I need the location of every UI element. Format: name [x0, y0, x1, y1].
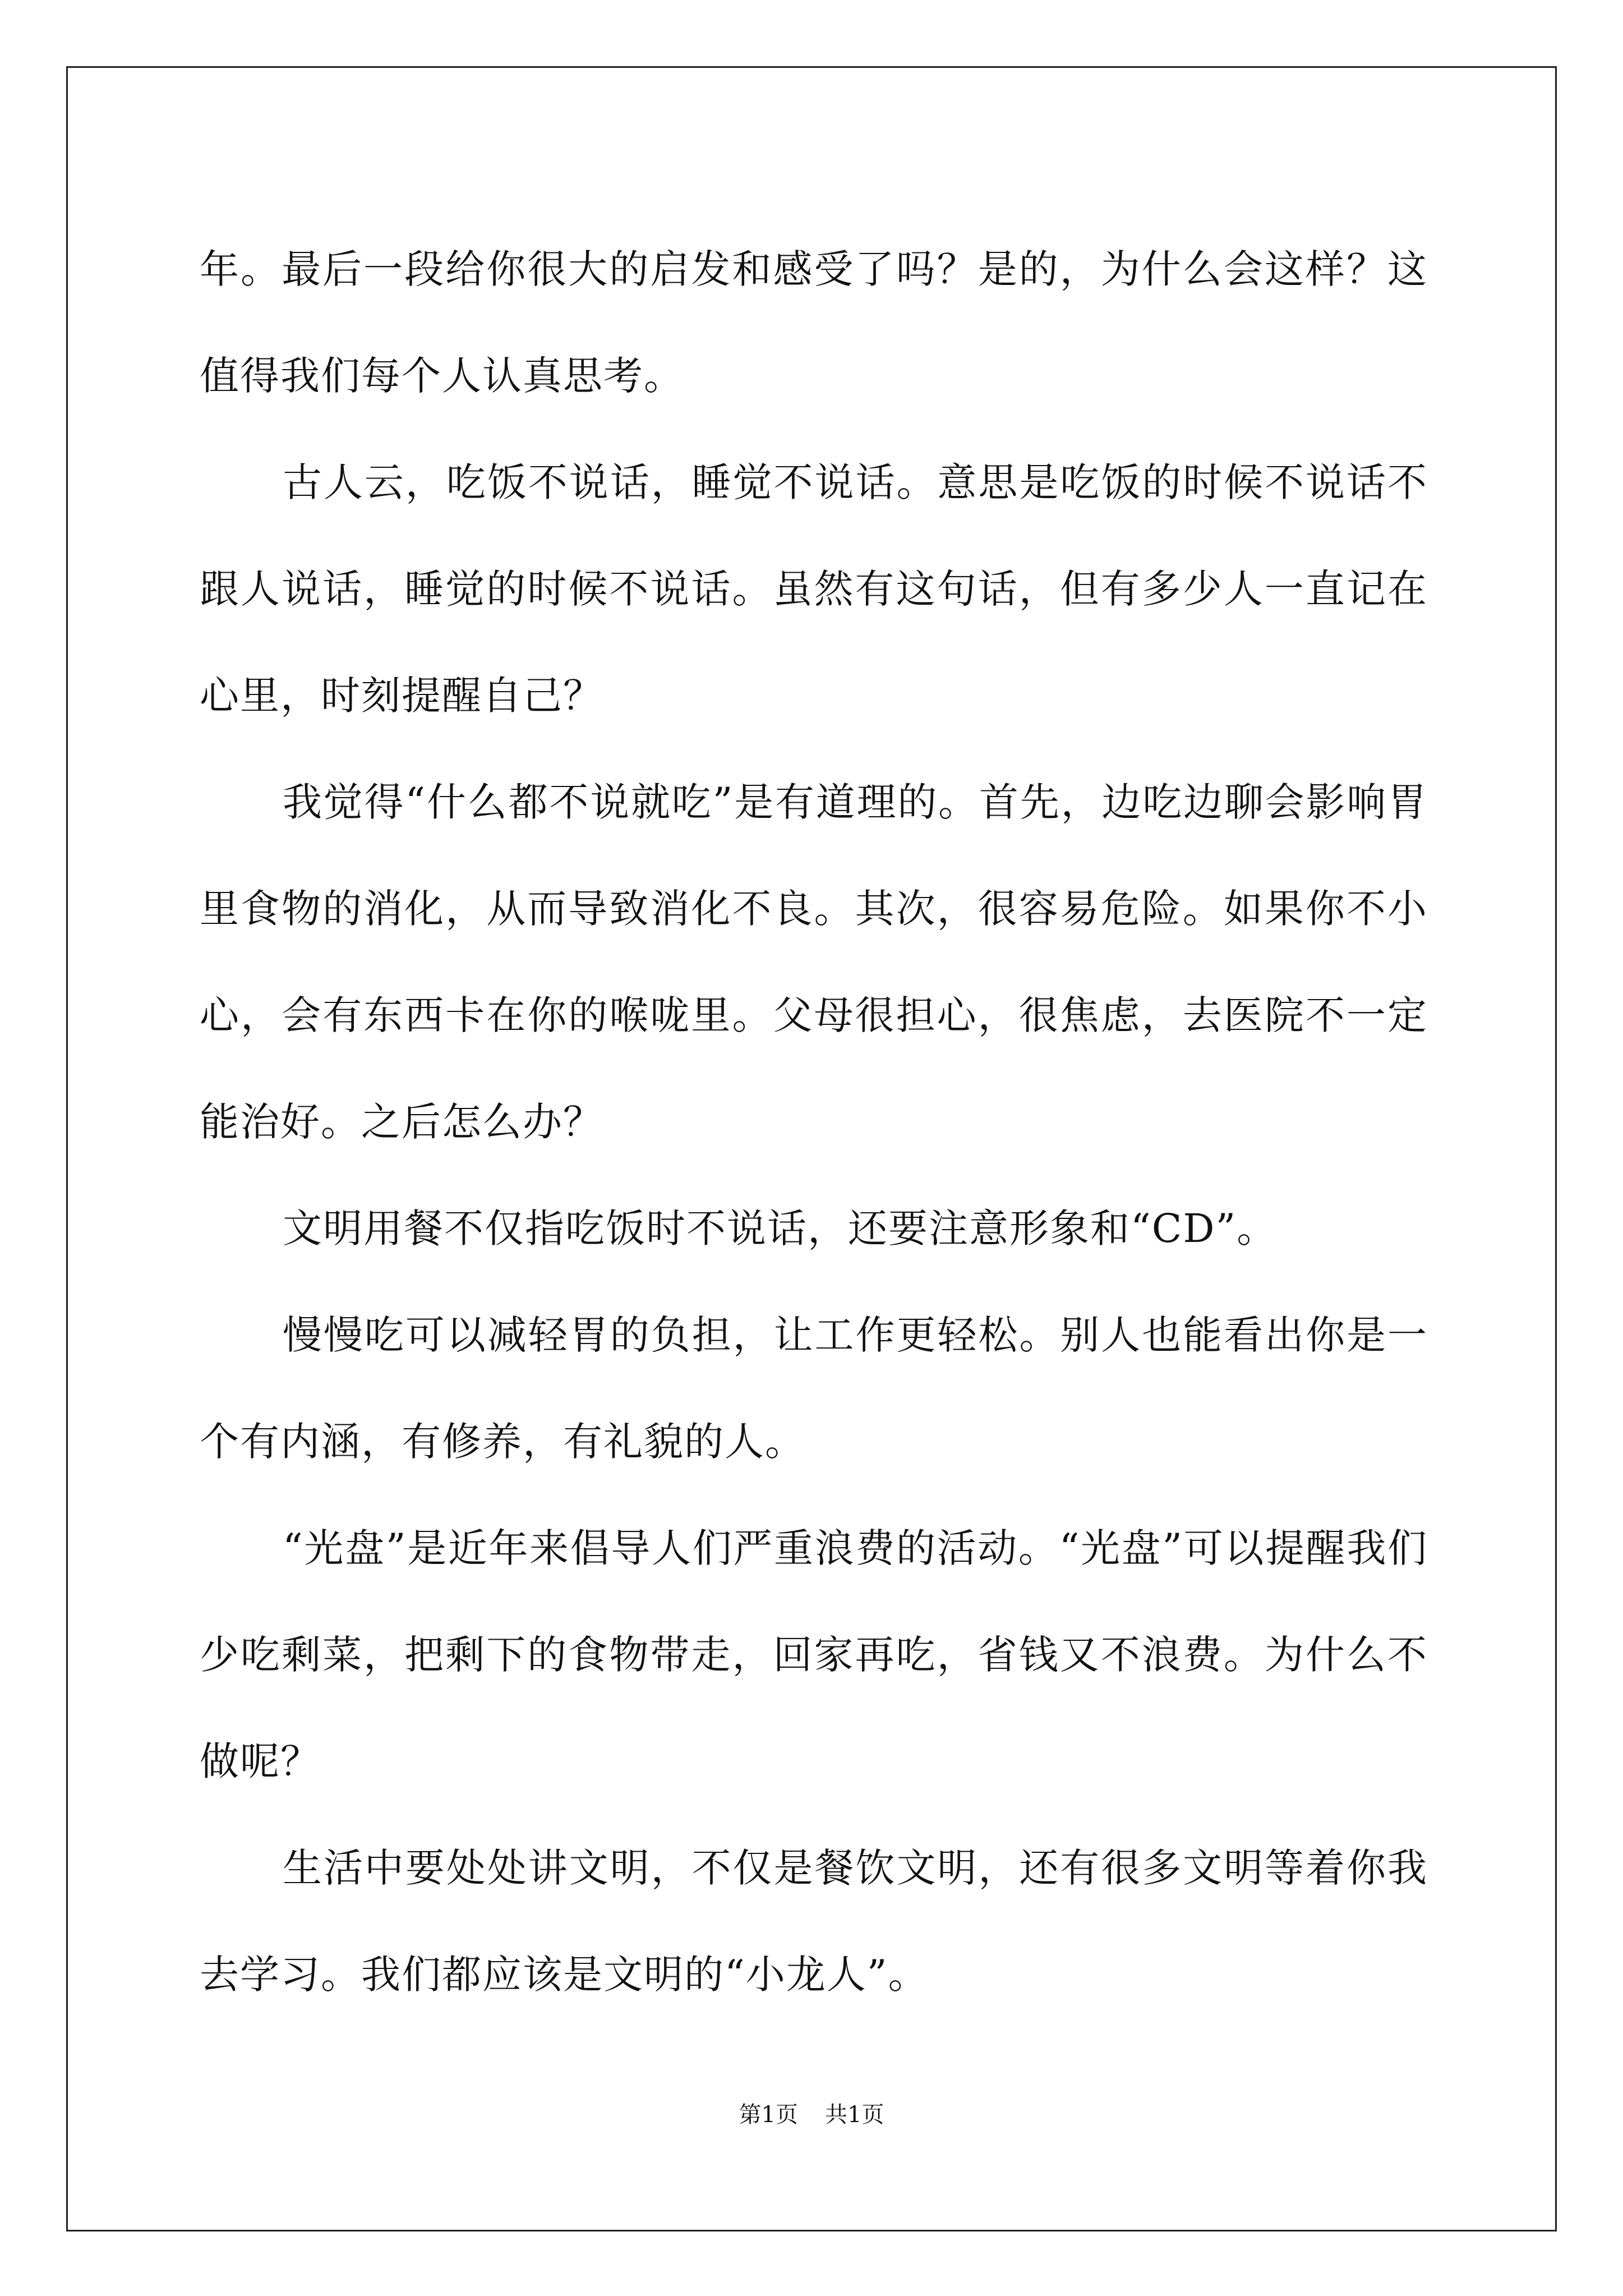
paragraph-3: 我觉得“什么都不说就吃”是有道理的。首先，边吃边聊会影响胃里食物的消化，从而导致消化不良。其次，很容易危险。如果你不小心，会有东西卡在你的喉咙里。父母很担心，很焦虑，去医院不一定能治好。之后怎么办？	[200, 779, 1428, 1145]
paragraph-5: 慢慢吃可以减轻胃的负担，让工作更轻松。别人也能看出你是一个有内涵，有修养，有礼貌的人。	[200, 1312, 1428, 1465]
page-footer	[0, 2098, 1623, 2132]
paragraph-4: 文明用餐不仅指吃饭时不说话，还要注意形象和“CD”。	[283, 1205, 1278, 1251]
paragraph-2: 古人云，吃饭不说话，睡觉不说话。意思是吃饭的时候不说话不跟人说话，睡觉的时候不说话。虽然有这句话，但有多少人一直记在心里，时刻提醒自己？	[200, 459, 1428, 719]
paragraph-6: “光盘”是近年来倡导人们严重浪费的活动。“光盘”可以提醒我们少吃剩菜，把剩下的食物带走，回家再吃，省钱又不浪费。为什么不做呢？	[200, 1525, 1428, 1784]
paragraph-1: 年。最后一段给你很大的启发和感受了吗？是的，为什么会这样？这值得我们每个人认真思考。	[200, 246, 1428, 399]
page-total: 共1页	[825, 2102, 884, 2128]
paragraph-7: 生活中要处处讲文明，不仅是餐饮文明，还有很多文明等着你我去学习。我们都应该是文明的“小龙人”。	[200, 1845, 1428, 1998]
page-number: 第1页	[739, 2102, 798, 2128]
document-body	[200, 216, 1428, 2028]
